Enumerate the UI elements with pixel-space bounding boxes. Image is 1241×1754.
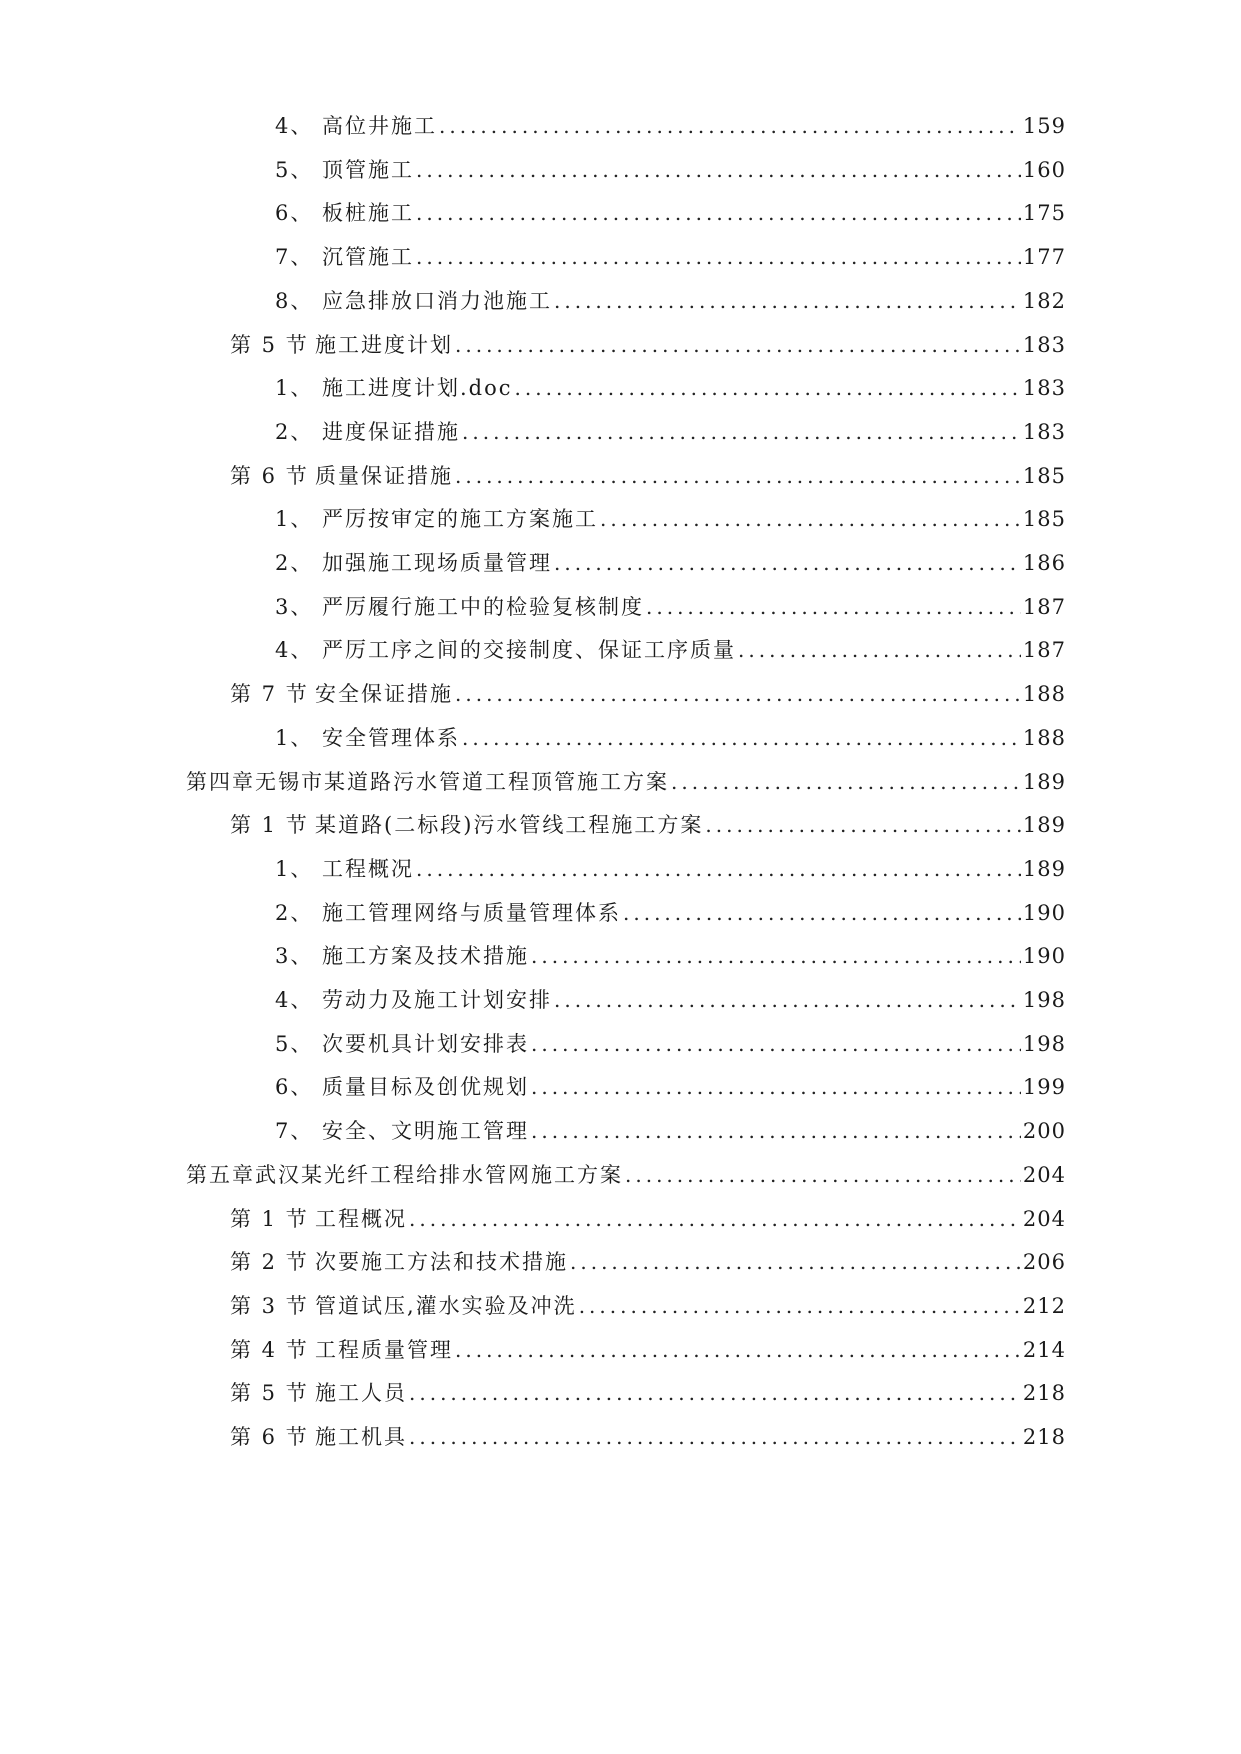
- toc-entry-label: [275, 855, 414, 883]
- toc-entry-number: 5、: [275, 157, 314, 182]
- toc-entry-number: 2、: [275, 900, 314, 925]
- toc-entry[interactable]: [230, 1193, 1066, 1233]
- toc-entry-number: 2、: [275, 551, 314, 575]
- toc-entry-title: 次要机具计划安排表: [322, 1031, 529, 1056]
- toc-entry[interactable]: [275, 843, 1066, 883]
- toc-entry-number: 1、: [275, 856, 314, 881]
- toc-dot-leader: [600, 505, 1021, 533]
- toc-entry[interactable]: [186, 756, 1066, 796]
- toc-entry[interactable]: [230, 668, 1066, 708]
- toc-entry-number: 第 1 节: [230, 813, 309, 838]
- toc-page-number: 175: [1022, 201, 1066, 226]
- toc-entry[interactable]: [275, 537, 1066, 577]
- toc-dot-leader: [531, 1030, 1021, 1058]
- toc-entry-number: 7、: [275, 1119, 314, 1144]
- toc-page-number: 190: [1022, 900, 1066, 925]
- toc-dot-leader: [409, 1205, 1021, 1233]
- toc-entry[interactable]: [275, 974, 1066, 1014]
- toc-page-number: 183: [1022, 376, 1066, 401]
- toc-entry-label: [275, 112, 437, 140]
- toc-page-number: 187: [1022, 638, 1066, 663]
- toc-dot-leader: [455, 1336, 1021, 1364]
- toc-entry-number: 第 3 节: [230, 1293, 309, 1318]
- toc-page-number: 159: [1022, 114, 1066, 138]
- toc-page-number: 186: [1022, 551, 1066, 575]
- toc-entry-number: 4、: [275, 114, 314, 138]
- toc-entry-label: [230, 462, 453, 490]
- toc-entry[interactable]: [230, 1324, 1066, 1364]
- toc-dot-leader: [439, 112, 1021, 140]
- toc-dot-leader: [623, 899, 1021, 927]
- toc-entry-title: 劳动力及施工计划安排: [322, 988, 552, 1012]
- toc-page-number: 200: [1022, 1119, 1066, 1144]
- toc-page-number: 160: [1022, 157, 1066, 182]
- toc-entry-title: 加强施工现场质量管理: [322, 551, 552, 575]
- toc-dot-leader: [455, 680, 1021, 708]
- toc-entry[interactable]: [230, 319, 1066, 359]
- toc-page-number: 206: [1022, 1250, 1066, 1275]
- toc-page-number: 198: [1022, 988, 1066, 1012]
- toc-entry-number: 8、: [275, 288, 314, 313]
- toc-entry-label: [230, 1292, 577, 1320]
- toc-dot-leader: [738, 636, 1021, 664]
- toc-entry-number: 3、: [275, 594, 314, 619]
- toc-entry-number: 1、: [275, 376, 314, 401]
- toc-entry[interactable]: [186, 1149, 1066, 1189]
- toc-entry-number: 第 6 节: [230, 1425, 309, 1449]
- toc-entry-number: 6、: [275, 1075, 314, 1100]
- toc-entry-title: 工程概况: [315, 1206, 407, 1231]
- toc-entry-title: 高位井施工: [322, 114, 437, 138]
- toc-entry-label: [230, 1336, 453, 1364]
- toc-entry-number: 6、: [275, 201, 314, 226]
- toc-entry-title: 沉管施工: [322, 245, 414, 270]
- toc-entry-number: 第 6 节: [230, 463, 309, 488]
- toc-entry[interactable]: [275, 362, 1066, 402]
- toc-page-number: 189: [1022, 769, 1066, 794]
- toc-entry-label: [275, 1117, 529, 1145]
- toc-page-number: 188: [1022, 725, 1066, 750]
- toc-entry-title: 施工方案及技术措施: [322, 944, 529, 969]
- toc-entry-title: 质量目标及创优规划: [322, 1075, 529, 1100]
- toc-entry[interactable]: [275, 493, 1066, 533]
- toc-entry[interactable]: [275, 624, 1066, 664]
- toc-page-number: 204: [1022, 1206, 1066, 1231]
- toc-page-number: 212: [1022, 1293, 1066, 1318]
- toc-page-number: 182: [1022, 288, 1066, 313]
- toc-entry-label: [275, 505, 598, 533]
- toc-entry[interactable]: [230, 1411, 1066, 1451]
- toc-page-number: 183: [1022, 419, 1066, 444]
- toc-dot-leader: [554, 549, 1021, 577]
- toc-entry-label: [275, 899, 621, 927]
- toc-entry-label: [275, 942, 529, 970]
- toc-entry[interactable]: [275, 275, 1066, 315]
- toc-dot-leader: [462, 418, 1021, 446]
- toc-dot-leader: [416, 156, 1021, 184]
- toc-entry[interactable]: [275, 712, 1066, 752]
- toc-entry[interactable]: [275, 1018, 1066, 1058]
- toc-entry-number: 4、: [275, 988, 314, 1012]
- toc-entry-label: [275, 724, 460, 752]
- toc-entry-title: 应急排放口消力池施工: [322, 288, 552, 313]
- toc-dot-leader: [409, 1423, 1021, 1451]
- toc-entry-label: [275, 1030, 529, 1058]
- toc-entry-title: 施工管理网络与质量管理体系: [322, 900, 621, 925]
- toc-entry-label: [275, 549, 552, 577]
- toc-dot-leader: [409, 1379, 1021, 1407]
- toc-entry-title: 无锡市某道路污水管道工程顶管施工方案: [255, 769, 669, 794]
- toc-dot-leader: [531, 1117, 1021, 1145]
- toc-entry-label: [230, 811, 703, 839]
- toc-entry-number: 4、: [275, 638, 314, 663]
- toc-entry-title: 严厉履行施工中的检验复核制度: [322, 594, 644, 619]
- toc-dot-leader: [455, 462, 1021, 490]
- toc-dot-leader: [579, 1292, 1021, 1320]
- toc-entry-label: [275, 418, 460, 446]
- toc-entry-number: 第 5 节: [230, 1381, 309, 1406]
- toc-entry[interactable]: [230, 1236, 1066, 1276]
- toc-entry-label: [275, 636, 736, 664]
- toc-entry-number: 3、: [275, 944, 314, 969]
- toc-dot-leader: [531, 942, 1021, 970]
- toc-entry[interactable]: [275, 144, 1066, 184]
- toc-entry-label: [230, 331, 453, 359]
- toc-entry[interactable]: [275, 930, 1066, 970]
- toc-entry-title: 质量保证措施: [315, 463, 453, 488]
- toc-entry-number: 1、: [275, 725, 314, 750]
- toc-entry-number: 第 2 节: [230, 1250, 309, 1275]
- toc-dot-leader: [671, 768, 1021, 796]
- toc-entry-number: 第 7 节: [230, 682, 309, 707]
- toc-dot-leader: [416, 243, 1021, 271]
- toc-entry-label: [275, 593, 644, 621]
- toc-entry[interactable]: [275, 100, 1066, 140]
- toc-entry-label: [275, 1073, 529, 1101]
- toc-dot-leader: [554, 986, 1021, 1014]
- toc-page-number: 190: [1022, 944, 1066, 969]
- toc-entry-number: 2、: [275, 419, 314, 444]
- toc-entry[interactable]: [230, 450, 1066, 490]
- toc-entry-title: 安全保证措施: [315, 682, 453, 707]
- toc-entry-title: 施工人员: [315, 1381, 407, 1406]
- toc-dot-leader: [416, 199, 1021, 227]
- toc-entry-label: [275, 199, 414, 227]
- toc-dot-leader: [531, 1073, 1021, 1101]
- toc-entry-title: 某道路(二标段)污水管线工程施工方案: [315, 813, 704, 838]
- toc-entry[interactable]: [275, 187, 1066, 227]
- toc-dot-leader: [705, 811, 1021, 839]
- toc-entry-label: [275, 243, 414, 271]
- toc-entry-title: 管道试压,灌水实验及冲洗: [315, 1293, 577, 1318]
- toc-entry[interactable]: [230, 1367, 1066, 1407]
- toc-dot-leader: [462, 724, 1021, 752]
- toc-entry-title: 顶管施工: [322, 157, 414, 182]
- toc-entry[interactable]: [230, 799, 1066, 839]
- toc-entry-title: 施工进度计划.doc: [322, 376, 513, 401]
- toc-entry-label: [230, 1248, 568, 1276]
- toc-page-number: 214: [1022, 1337, 1066, 1362]
- toc-entry[interactable]: [275, 231, 1066, 271]
- toc-entry-title: 严厉工序之间的交接制度、保证工序质量: [322, 638, 736, 663]
- toc-entry-title: 安全管理体系: [322, 725, 460, 750]
- toc-entry-title: 安全、文明施工管理: [322, 1119, 529, 1144]
- toc-entry-label: [275, 156, 414, 184]
- toc-page-number: 189: [1022, 856, 1066, 881]
- toc-entry-title: 严厉按审定的施工方案施工: [322, 507, 598, 532]
- toc-entry[interactable]: [275, 1105, 1066, 1145]
- toc-entry-number: 1、: [275, 507, 314, 532]
- toc-entry-number: 第 4 节: [230, 1337, 309, 1362]
- toc-page-number: 185: [1022, 507, 1066, 532]
- toc-entry-title: 施工进度计划: [315, 332, 453, 357]
- toc-entry-number: 7、: [275, 245, 314, 270]
- toc-entry-title: 板桩施工: [322, 201, 414, 226]
- toc-entry-label: [230, 1423, 407, 1451]
- toc-entry-label: [186, 768, 669, 796]
- toc-page-number: 188: [1022, 682, 1066, 707]
- toc-entry-title: 工程质量管理: [315, 1337, 453, 1362]
- toc-entry-number: 5、: [275, 1031, 314, 1056]
- toc-page-number: 185: [1022, 463, 1066, 488]
- toc-entry-label: [230, 1379, 407, 1407]
- toc-page-number: 199: [1022, 1075, 1066, 1100]
- toc-entry[interactable]: [275, 406, 1066, 446]
- toc-entry[interactable]: [275, 887, 1066, 927]
- toc-entry-label: [275, 287, 552, 315]
- toc-entry-label: [186, 1161, 623, 1189]
- toc-page-number: 189: [1022, 813, 1066, 838]
- toc-entry-label: [275, 374, 513, 402]
- toc-dot-leader: [455, 331, 1021, 359]
- toc-page-number: 187: [1022, 594, 1066, 619]
- toc-entry-number: 第五章: [186, 1162, 255, 1187]
- toc-page-number: 177: [1022, 245, 1066, 270]
- toc-entry-title: 次要施工方法和技术措施: [315, 1250, 568, 1275]
- toc-page-number: 218: [1022, 1425, 1066, 1449]
- toc-entry-title: 武汉某光纤工程给排水管网施工方案: [255, 1162, 623, 1187]
- toc-page-number: 183: [1022, 332, 1066, 357]
- toc-entry-title: 工程概况: [322, 856, 414, 881]
- toc-entry-number: 第 1 节: [230, 1206, 309, 1231]
- toc-entry[interactable]: [230, 1280, 1066, 1320]
- toc-entry-label: [230, 680, 453, 708]
- toc-dot-leader: [416, 855, 1021, 883]
- toc-page-number: 218: [1022, 1381, 1066, 1406]
- toc-entry-label: [230, 1205, 407, 1233]
- toc-entry-number: 第 5 节: [230, 332, 309, 357]
- toc-entry-title: 施工机具: [315, 1425, 407, 1449]
- toc-dot-leader: [646, 593, 1021, 621]
- toc-dot-leader: [554, 287, 1021, 315]
- toc-page-number: 198: [1022, 1031, 1066, 1056]
- toc-entry-number: 第四章: [186, 769, 255, 794]
- toc-dot-leader: [515, 374, 1021, 402]
- toc-entry[interactable]: [275, 1061, 1066, 1101]
- toc-page-number: 204: [1022, 1162, 1066, 1187]
- toc-entry[interactable]: [275, 581, 1066, 621]
- toc-dot-leader: [625, 1161, 1021, 1189]
- toc-entry-label: [275, 986, 552, 1014]
- toc-entry-title: 进度保证措施: [322, 419, 460, 444]
- toc-dot-leader: [570, 1248, 1021, 1276]
